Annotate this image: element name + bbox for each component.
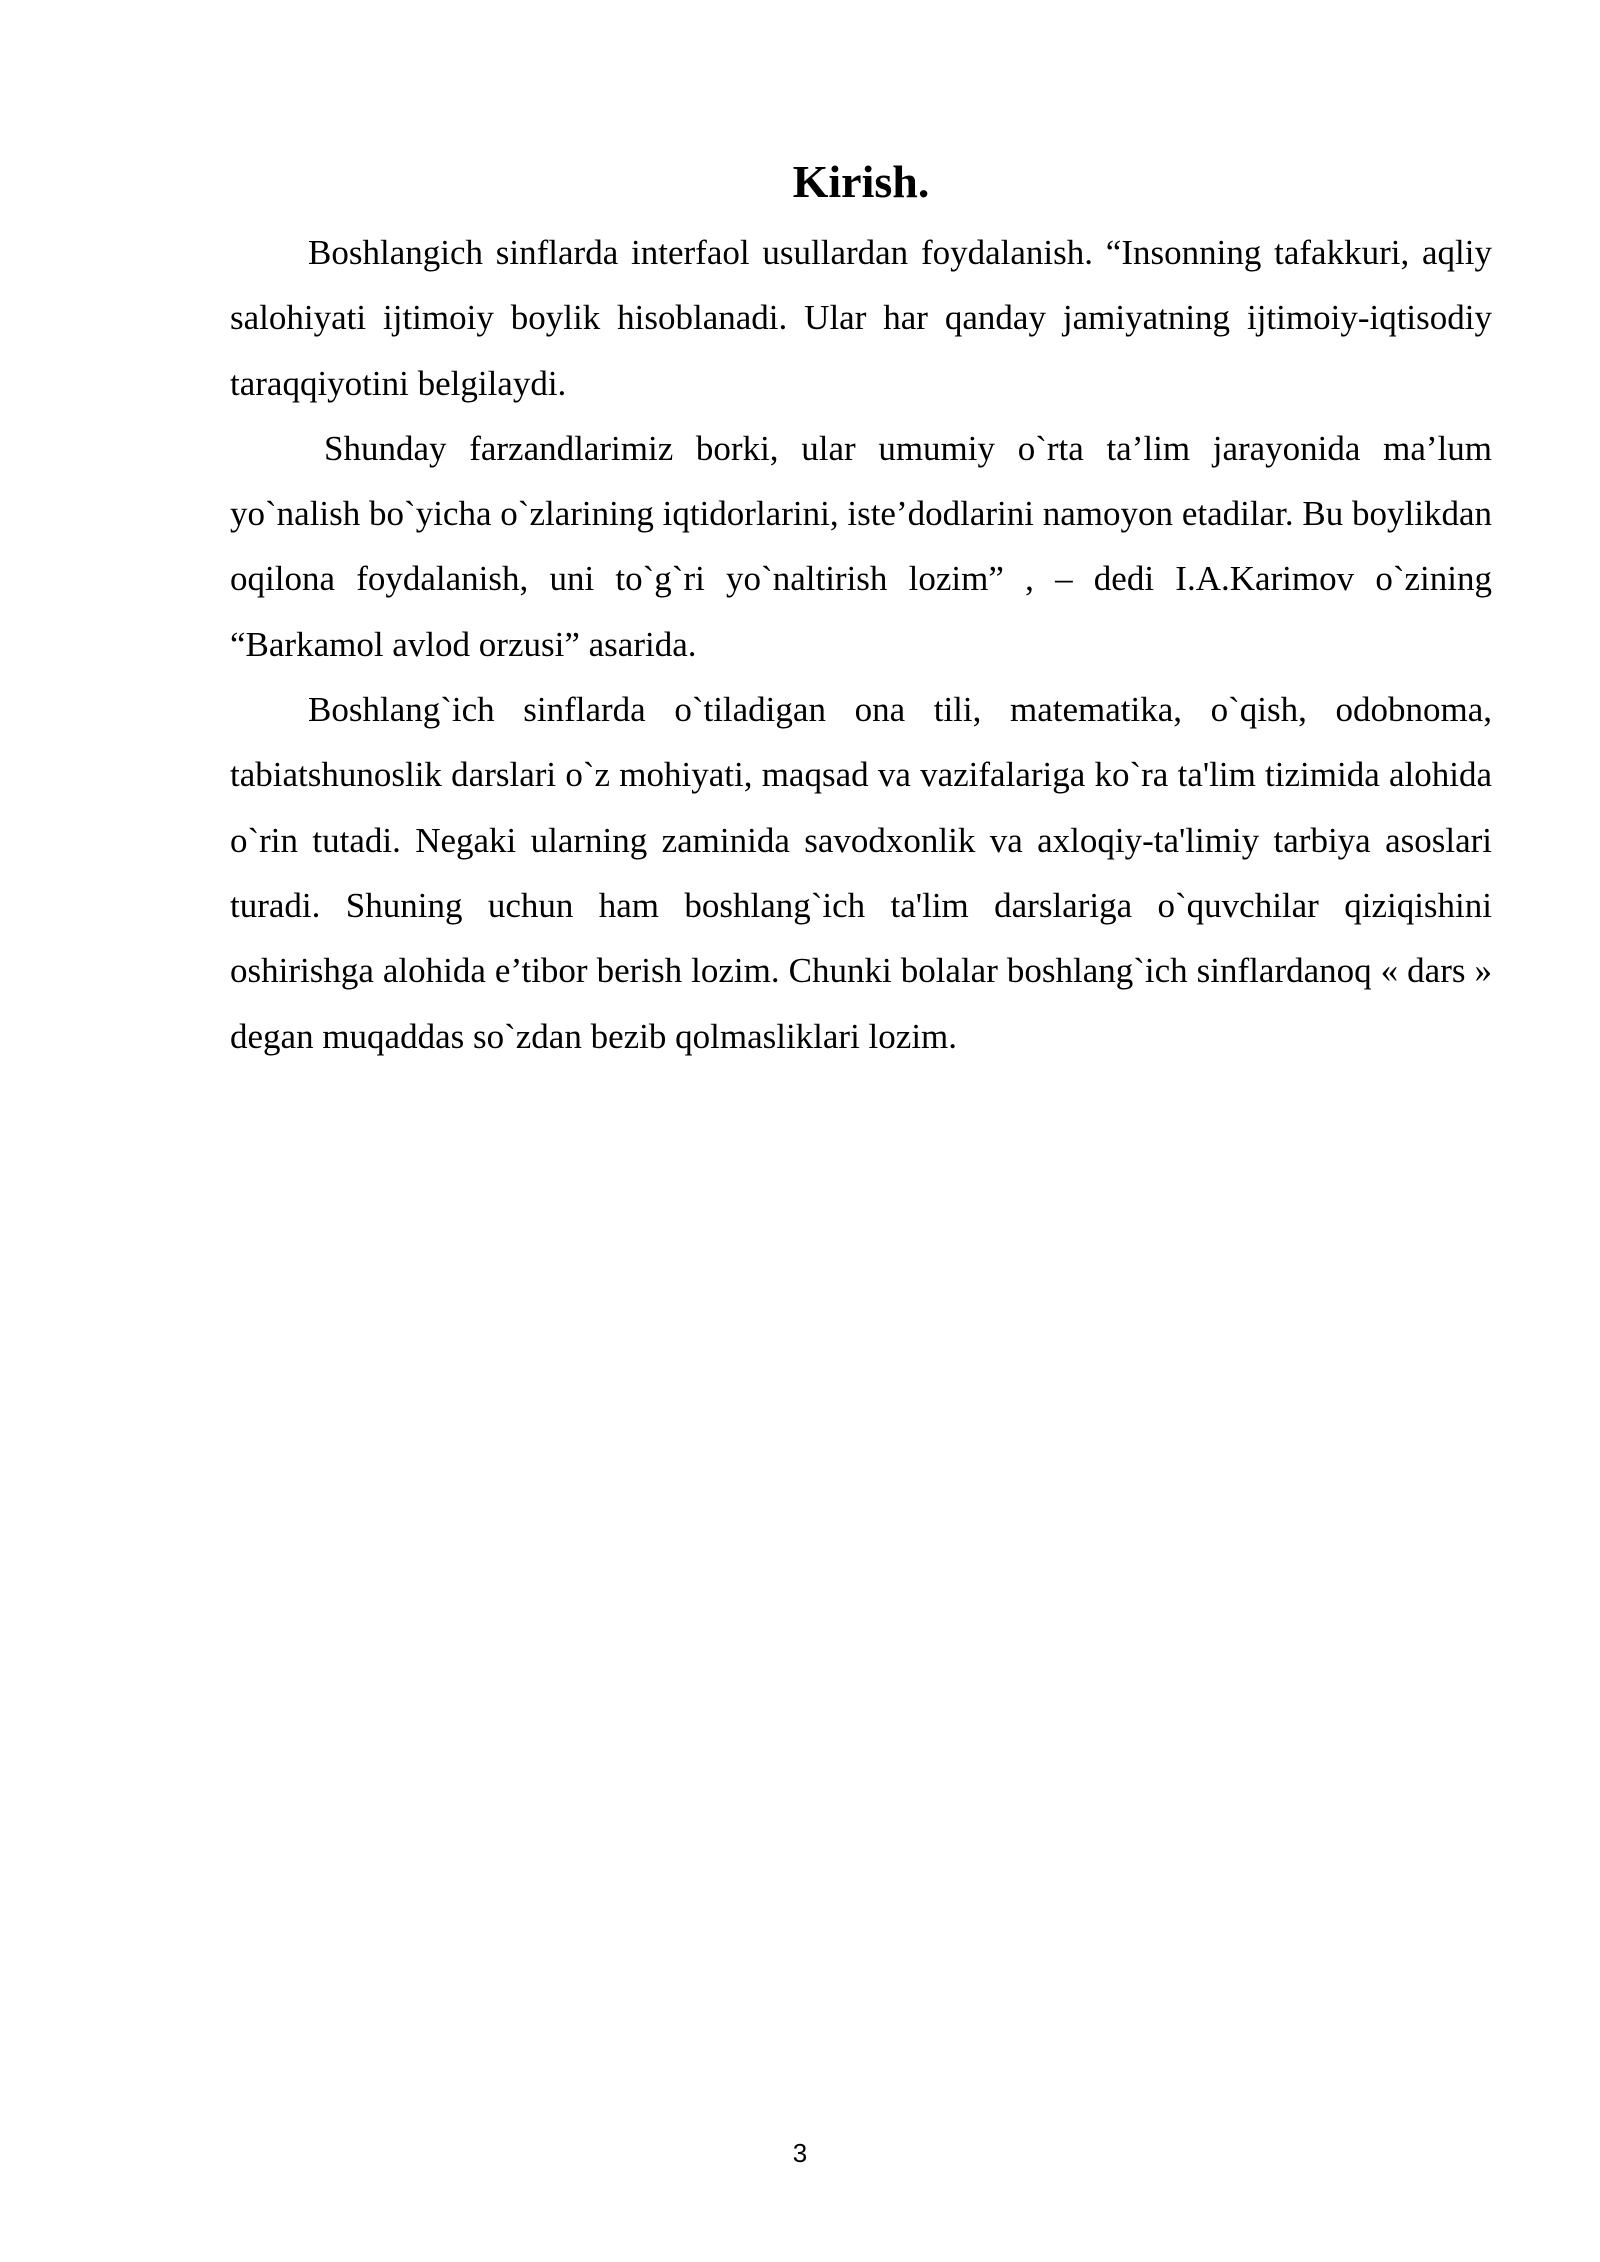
paragraph-2: Shunday farzandlarimiz borki, ular umumiy o`rta ta’lim jarayonida ma’lum yo`nalish bo`yicha o`zlarining iqtidorlarini, iste’dodlarini namoyon etadilar. Bu boylikdan oqilona foydalanish, uni to`g`ri yo`naltirish lozim” , – dedi I.A.Karimov o`zining “Barkamol avlod orzusi” asarida. (230, 428, 1492, 664)
paragraph-3: Boshlang`ich sinflarda o`tiladigan ona tili, matematika, o`qish, odobnoma, tabiatshunoslik darslari o`z mohiyati, maqsad va vazifalariga ko`ra ta'lim tizimida alohida o`rin tutadi. Negaki ularning zaminida savodxonlik va axloqiy-ta'limiy tarbiya asoslari turadi. Shuning uchun ham boshlang`ich ta'lim darslariga o`quvchilar qiziqishini oshirishga alohida e’tibor berish lozim. Chunki bolalar boshlang`ich sinflardanoq « dars » degan muqaddas so`zdan bezib qolmasliklari lozim. (230, 690, 1492, 1056)
page-number: 3 (792, 2138, 808, 2168)
paragraph-1: Boshlangich sinflarda interfaol usullardan foydalanish. “Insonning tafakkuri, aqliy salohiyati ijtimoiy boylik hisoblanadi. Ular har qanday jamiyatning ijtimoiy-iqtisodiy taraqqiyotini belgilaydi. (230, 233, 1492, 403)
page-title: Kirish. (792, 156, 930, 207)
page-content (230, 150, 1492, 1069)
